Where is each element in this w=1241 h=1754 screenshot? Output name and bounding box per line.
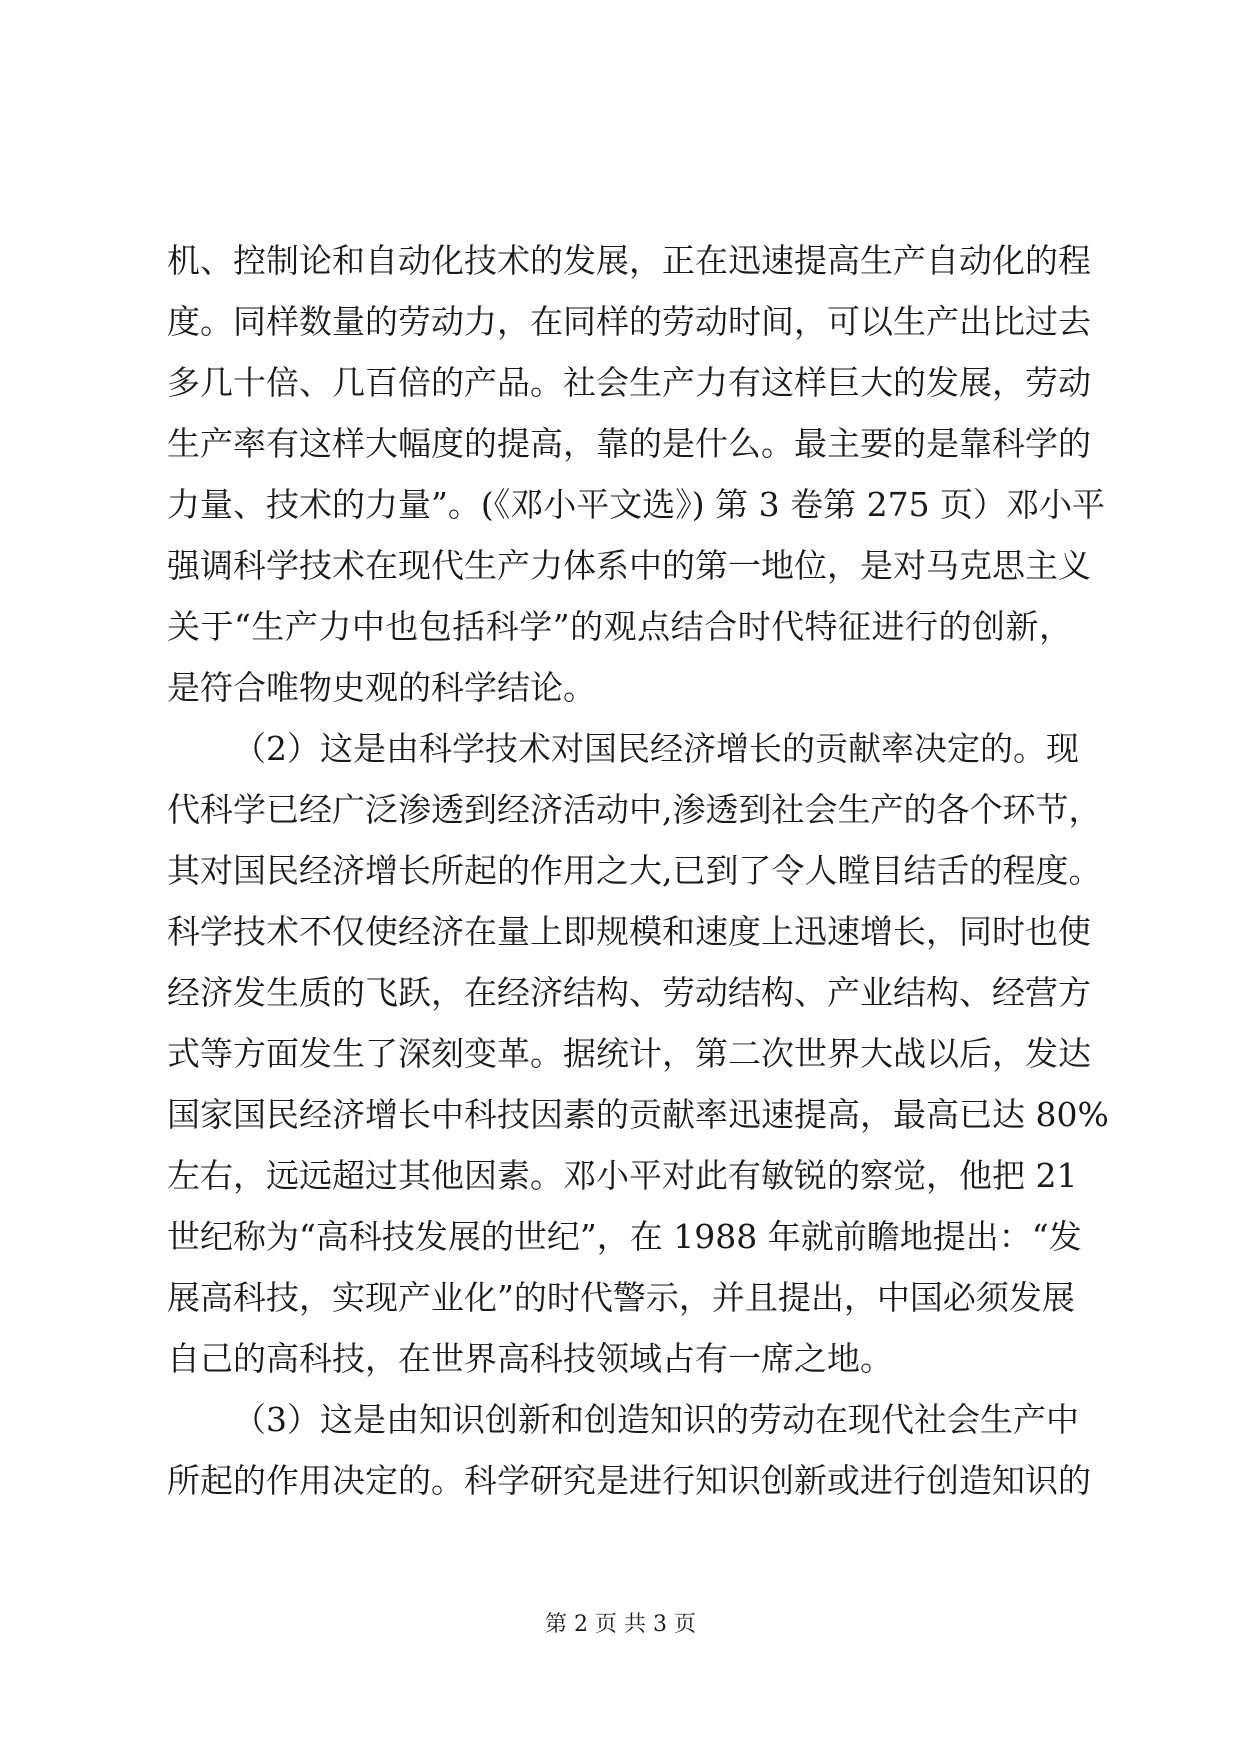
text-line: 多几十倍、几百倍的产品。社会生产力有这样巨大的发展，劳动 [167,363,1091,402]
text-line: 国家国民经济增长中科技因素的贡献率迅速提高，最高已达 80% [167,1095,1109,1134]
text-line: 经济发生质的飞跃，在经济结构、劳动结构、产业结构、经营方 [167,973,1091,1012]
text-line: 式等方面发生了深刻变革。据统计，第二次世界大战以后，发达 [167,1034,1091,1073]
text-line: （3）这是由知识创新和创造知识的劳动在现代社会生产中 [233,1400,1079,1439]
text-line: 其对国民经济增长所起的作用之大,已到了令人瞠目结舌的程度。 [167,851,1102,890]
text-line: 机、控制论和自动化技术的发展，正在迅速提高生产自动化的程 [167,241,1091,280]
text-line: 世纪称为“高科技发展的世纪”，在 1988 年就前瞻地提出：“发 [167,1217,1082,1256]
page-number-footer: 第 2 页 共 3 页 [545,1612,696,1637]
text-line: 自己的高科技，在世界高科技领域占有一席之地。 [167,1339,893,1378]
text-line: （2）这是由科学技术对国民经济增长的贡献率决定的。现 [233,729,1079,768]
document-body [167,230,1109,1511]
text-line: 强调科学技术在现代生产力体系中的第一地位，是对马克思主义 [167,546,1091,585]
text-line: 力量、技术的力量”。(《邓小平文选》) 第 3 卷第 275 页）邓小平 [167,485,1106,524]
text-line: 科学技术不仅使经济在量上即规模和速度上迅速增长，同时也使 [167,912,1091,951]
text-line: 是符合唯物史观的科学结论。 [167,668,596,707]
text-line: 生产率有这样大幅度的提高，靠的是什么。最主要的是靠科学的 [167,424,1091,463]
text-line: 度。同样数量的劳动力，在同样的劳动时间，可以生产出比过去 [167,302,1091,341]
text-line: 所起的作用决定的。科学研究是进行知识创新或进行创造知识的 [167,1461,1091,1500]
text-line: 代科学已经广泛渗透到经济活动中,渗透到社会生产的各个环节， [167,790,1102,829]
text-line: 关于“生产力中也包括科学”的观点结合时代特征进行的创新， [167,607,1072,646]
text-line: 展高科技，实现产业化”的时代警示，并且提出，中国必须发展 [167,1278,1075,1317]
text-line: 左右，远远超过其他因素。邓小平对此有敏锐的察觉，他把 21 [167,1156,1078,1195]
